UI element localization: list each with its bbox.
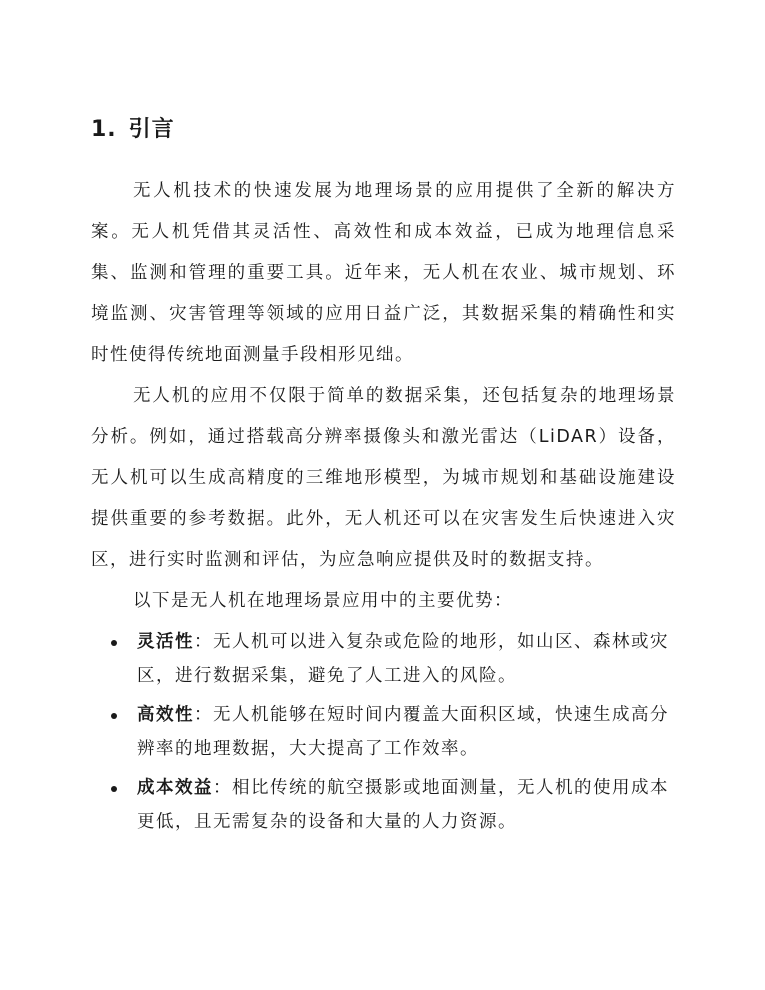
paragraph: 无人机技术的快速发展为地理场景的应用提供了全新的解决方案。无人机凭借其灵活性、高效性和成本效益，已成为地理信息采集、监测和管理的重要工具。近年来，无人机在农业、城市规划、环境监测、灾害管理等领域的应用日益广泛，其数据采集的精确性和实时性使得传统地面测量手段相形见绌。	[91, 181, 676, 365]
advantage-text: ：无人机能够在短时间内覆盖大面积区域，快速生成高分辨率的地理数据，大大提高了工作效率。	[137, 705, 669, 759]
advantage-text: ：无人机可以进入复杂或危险的地形，如山区、森林或灾区，进行数据采集，避免了人工进入的风险。	[137, 632, 669, 686]
paragraph: 无人机的应用不仅限于简单的数据采集，还包括复杂的地理场景分析。例如，通过搭载高分辨率摄像头和激光雷达（LiDAR）设备，无人机可以生成高精度的三维地形模型，为城市规划和基础设施建设提供重要的参考数据。此外，无人机还可以在灾害发生后快速进入灾区，进行实时监测和评估，为应急响应提供及时的数据支持。	[91, 386, 676, 570]
list-item	[91, 771, 676, 839]
advantage-term: 成本效益	[137, 778, 213, 798]
section-title: 引言	[128, 117, 175, 142]
list-item	[91, 625, 676, 693]
section-heading	[91, 112, 175, 143]
section-number: 1.	[91, 117, 117, 142]
list-item	[91, 698, 676, 766]
paragraph: 以下是无人机在地理场景应用中的主要优势：	[133, 591, 513, 611]
bullet-icon	[111, 640, 117, 646]
bullet-icon	[111, 713, 117, 719]
bullet-icon	[111, 786, 117, 792]
advantage-text: ：相比传统的航空摄影或地面测量，无人机的使用成本更低，且无需复杂的设备和大量的人力资源。	[137, 778, 669, 832]
advantage-term: 高效性	[137, 705, 194, 725]
advantage-term: 灵活性	[137, 632, 194, 652]
advantages-list	[91, 625, 676, 839]
document-body	[91, 171, 676, 839]
